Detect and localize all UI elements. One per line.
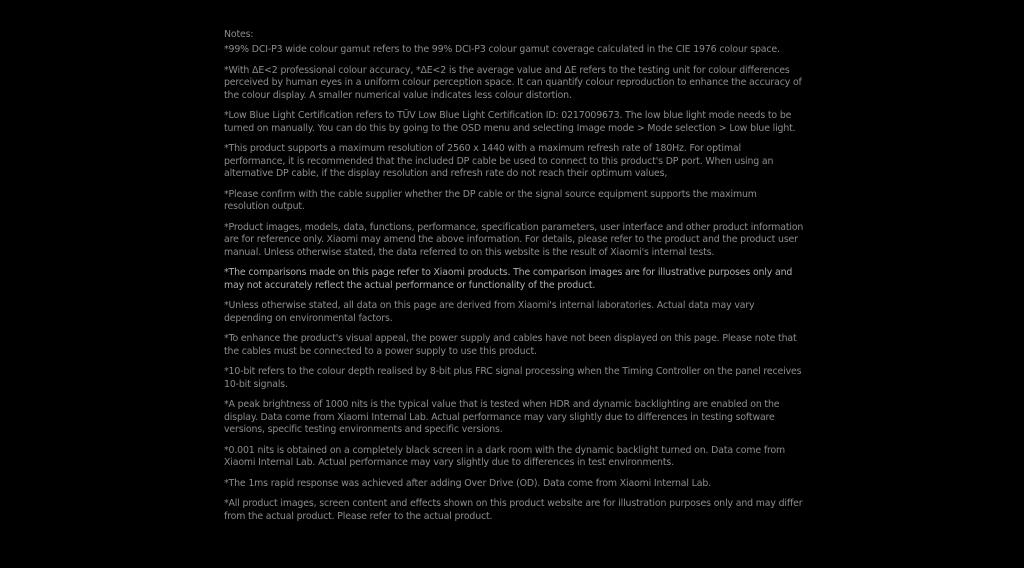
note-reference-only: *Product images, models, data, functions, performance, specification parameters, user interface and other product information are for reference only. Xiaomi may amend the above information. For details, please refer to the product and the product user manual. Unless otherwise stated, the data referred to on this website is the result of Xiaomi's internal tests.: [224, 221, 804, 258]
note-illustration: *All product images, screen content and effects shown on this product website are for illustration purposes only and may differ from the actual product. Please refer to the actual product.: [224, 498, 803, 522]
note-internal-labs: *Unless otherwise stated, all data on this page are derived from Xiaomi's internal laboratories. Actual data may vary depending on environmental factors.: [224, 300, 755, 324]
note-comparisons: *The comparisons made on this page refer to Xiaomi products. The comparison images are for illustrative purposes only and may not accurately reflect the actual performance or functionality of the product.: [224, 267, 793, 291]
note-peak-brightness: *A peak brightness of 1000 nits is the typical value that is tested when HDR and dynamic backlighting are enabled on the display. Data come from Xiaomi Internal Lab. Actual performance may vary slightly due to differences in testing software versions, specific testing environments and specific versions.: [224, 399, 780, 436]
note-response-time: *The 1ms rapid response was achieved after adding Over Drive (OD). Data come from Xiaomi Internal Lab.: [224, 477, 711, 489]
note-resolution: *This product supports a maximum resolution of 2560 x 1440 with a maximum refresh rate of 180Hz. For optimal performance, it is recommended that the included DP cable be used to connect to this product's DP port. When using an alternative DP cable, if the display resolution and refresh rate do not reach their optimum values,: [224, 143, 774, 180]
note-black-level: *0.001 nits is obtained on a completely black screen in a dark room with the dynamic backlight turned on. Data come from Xiaomi Internal Lab. Actual performance may vary slightly due to differences in test environments.: [224, 444, 786, 469]
notes-section: [224, 29, 804, 531]
note-power-supply: *To enhance the product's visual appeal, the power supply and cables have not been displayed on this page. Please note that the cables must be connected to a power supply to use this product.: [224, 333, 797, 357]
note-colour-accuracy: *With ΔE<2 professional colour accuracy, *ΔE<2 is the average value and ΔE refers to the testing unit for colour differences perceived by human eyes in a uniform colour perception space. It can quantify colour reproduction to enhance the accuracy of the colour display. A smaller numerical value indicates less colour distortion.: [224, 65, 802, 101]
note-colour-gamut: *99% DCI-P3 wide colour gamut refers to the 99% DCI-P3 colour gamut coverage calculated in the CIE 1976 colour space.: [224, 44, 780, 56]
note-10-bit: *10-bit refers to the colour depth realised by 8-bit plus FRC signal processing when the Timing Controller on the panel receives 10-bit signals.: [224, 366, 802, 390]
note-cable-confirm: *Please confirm with the cable supplier whether the DP cable or the signal source equipment supports the maximum resolution output.: [224, 188, 757, 213]
note-low-blue-light: *Low Blue Light Certification refers to TÜV Low Blue Light Certification ID: 0217009673. The low blue light mode needs to be turned on manually. You can do this by going to the OSD menu and selecting Image mode > Mode selection > Low blue light.: [224, 110, 796, 134]
notes-title: Notes:: [224, 29, 254, 40]
